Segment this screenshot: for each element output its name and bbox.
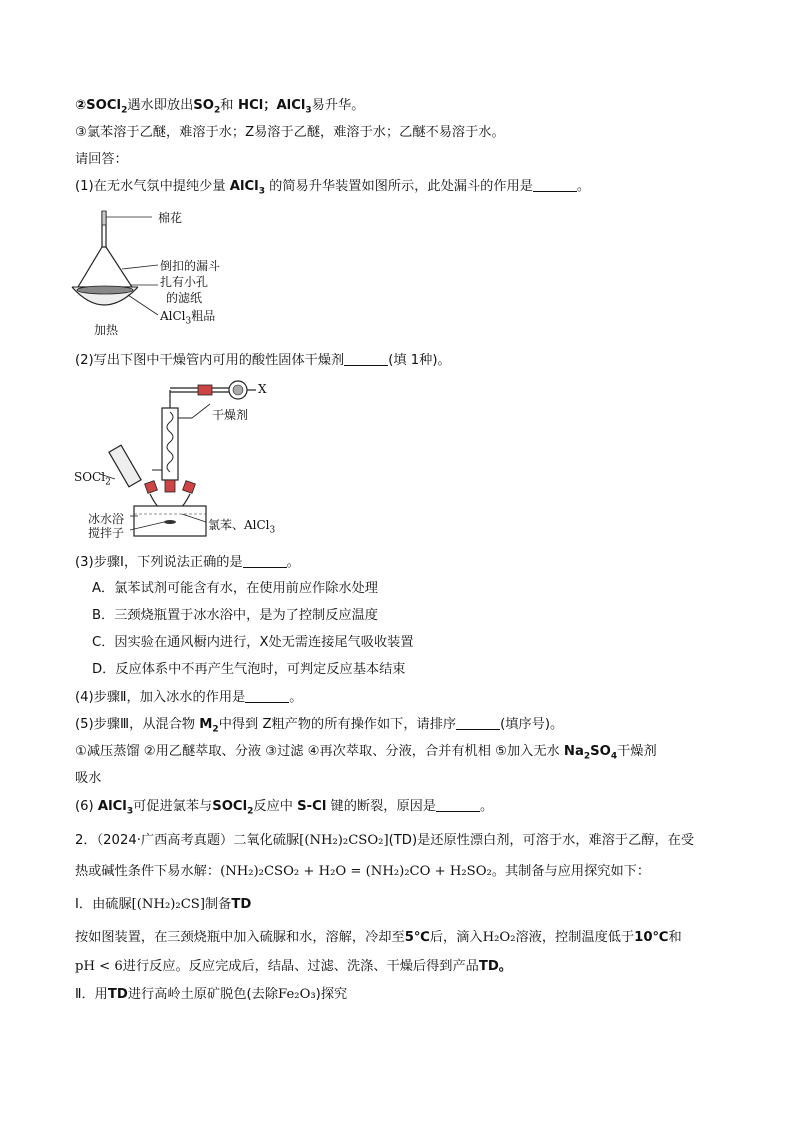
step-1-heading: Ⅰ．由硫脲[(NH₂)₂CS]制备TD — [75, 897, 252, 912]
label-funnel: 倒扣的漏斗 — [160, 259, 221, 273]
label-cotton: 棉花 — [158, 211, 183, 225]
operations-list-cont: 吸水 — [75, 771, 102, 786]
label-heat: 加热 — [94, 323, 119, 337]
label-x: X — [258, 382, 267, 396]
question-6: (6) AlCl$_3$可促进氯苯与SOCl$_2$反应中 S-Cl 键的断裂，原因是 。 — [75, 799, 494, 817]
answer-blank — [436, 799, 480, 812]
label-socl2: SOCl$_2$ — [74, 470, 111, 488]
label-paper-2: 的滤纸 — [166, 291, 203, 305]
problem-2-equation: 热或碱性条件下易水解：(NH₂)₂CSO₂ + H₂O = (NH₂)₂CO + H₂SO₂。其制备与应用探究如下： — [75, 864, 651, 879]
step-1-procedure-cont: pH < 6进行反应。反应完成后，结晶、过滤、洗涤、干燥后得到产品TD。 — [75, 959, 512, 974]
answer-blank — [456, 717, 500, 730]
question-5: (5)步骤Ⅲ，从混合物 $M_2$中得到 Z粗产物的所有操作如下，请排序 (填序号)。 — [75, 717, 564, 735]
condition-3: ③氯苯溶于乙醚，难溶于水；Z易溶于乙醚，难溶于水；乙醚不易溶于水。 — [75, 125, 505, 140]
sublimation-apparatus-figure — [70, 205, 270, 345]
option-c: C．因实验在通风橱内进行，X处无需连接尾气吸收装置 — [92, 635, 414, 650]
option-d: D．反应体系中不再产生气泡时，可判定反应基本结束 — [92, 662, 406, 677]
reaction-apparatus-figure — [70, 374, 300, 544]
problem-2-intro: 2．（2024·广西高考真题）二氧化硫脲[(NH₂)₂CSO₂](TD)是还原性漂白剂，可溶于水，难溶于乙醇，在受 — [75, 833, 695, 848]
step-1-procedure: 按如图装置，在三颈烧瓶中加入硫脲和水，溶解，冷却至5℃后，滴入H₂O₂溶液，控制温度低于10℃和 — [75, 930, 682, 945]
please-answer: 请回答： — [75, 152, 128, 167]
answer-blank — [243, 555, 287, 568]
label-ice-bath: 冰水浴 — [88, 512, 125, 526]
answer-blank — [533, 179, 577, 192]
question-3: (3)步骤Ⅰ，下列说法正确的是 。 — [75, 555, 300, 570]
label-paper-1: 扎有小孔 — [160, 275, 209, 289]
question-1: (1)在无水气氛中提纯少量 AlCl$_3$ 的简易升华装置如图所示，此处漏斗的作用是 。 — [75, 179, 591, 197]
option-a: A．氯苯试剂可能含有水，在使用前应作除水处理 — [92, 581, 378, 596]
answer-blank — [245, 690, 289, 703]
label-stir-bar: 搅拌子 — [88, 526, 125, 540]
label-crude: AlCl$_3$粗品 — [160, 309, 216, 327]
question-4: (4)步骤Ⅱ，加入冰水的作用是 。 — [75, 690, 303, 705]
question-2: (2)写出下图中干燥管内可用的酸性固体干燥剂 (填 1种)。 — [75, 353, 451, 368]
step-2-heading: Ⅱ．用TD进行高岭土原矿脱色(去除Fe₂O₃)探究 — [75, 987, 348, 1002]
condition-2: ②SOCl$_2$遇水即放出$SO_2$和 HCl；AlCl$_3$易升华。 — [75, 98, 365, 116]
operations-list: ①减压蒸馏 ②用乙醚萃取、分液 ③过滤 ④再次萃取、分液，合并有机相 ⑤加入无水 $Na_2SO_4$干燥剂 — [75, 744, 657, 762]
option-b: B．三颈烧瓶置于冰水浴中，是为了控制反应温度 — [92, 608, 378, 623]
label-desiccant: 干燥剂 — [212, 408, 249, 422]
label-mixture: 氯苯、AlCl$_3$ — [208, 518, 276, 536]
answer-blank — [344, 353, 388, 366]
